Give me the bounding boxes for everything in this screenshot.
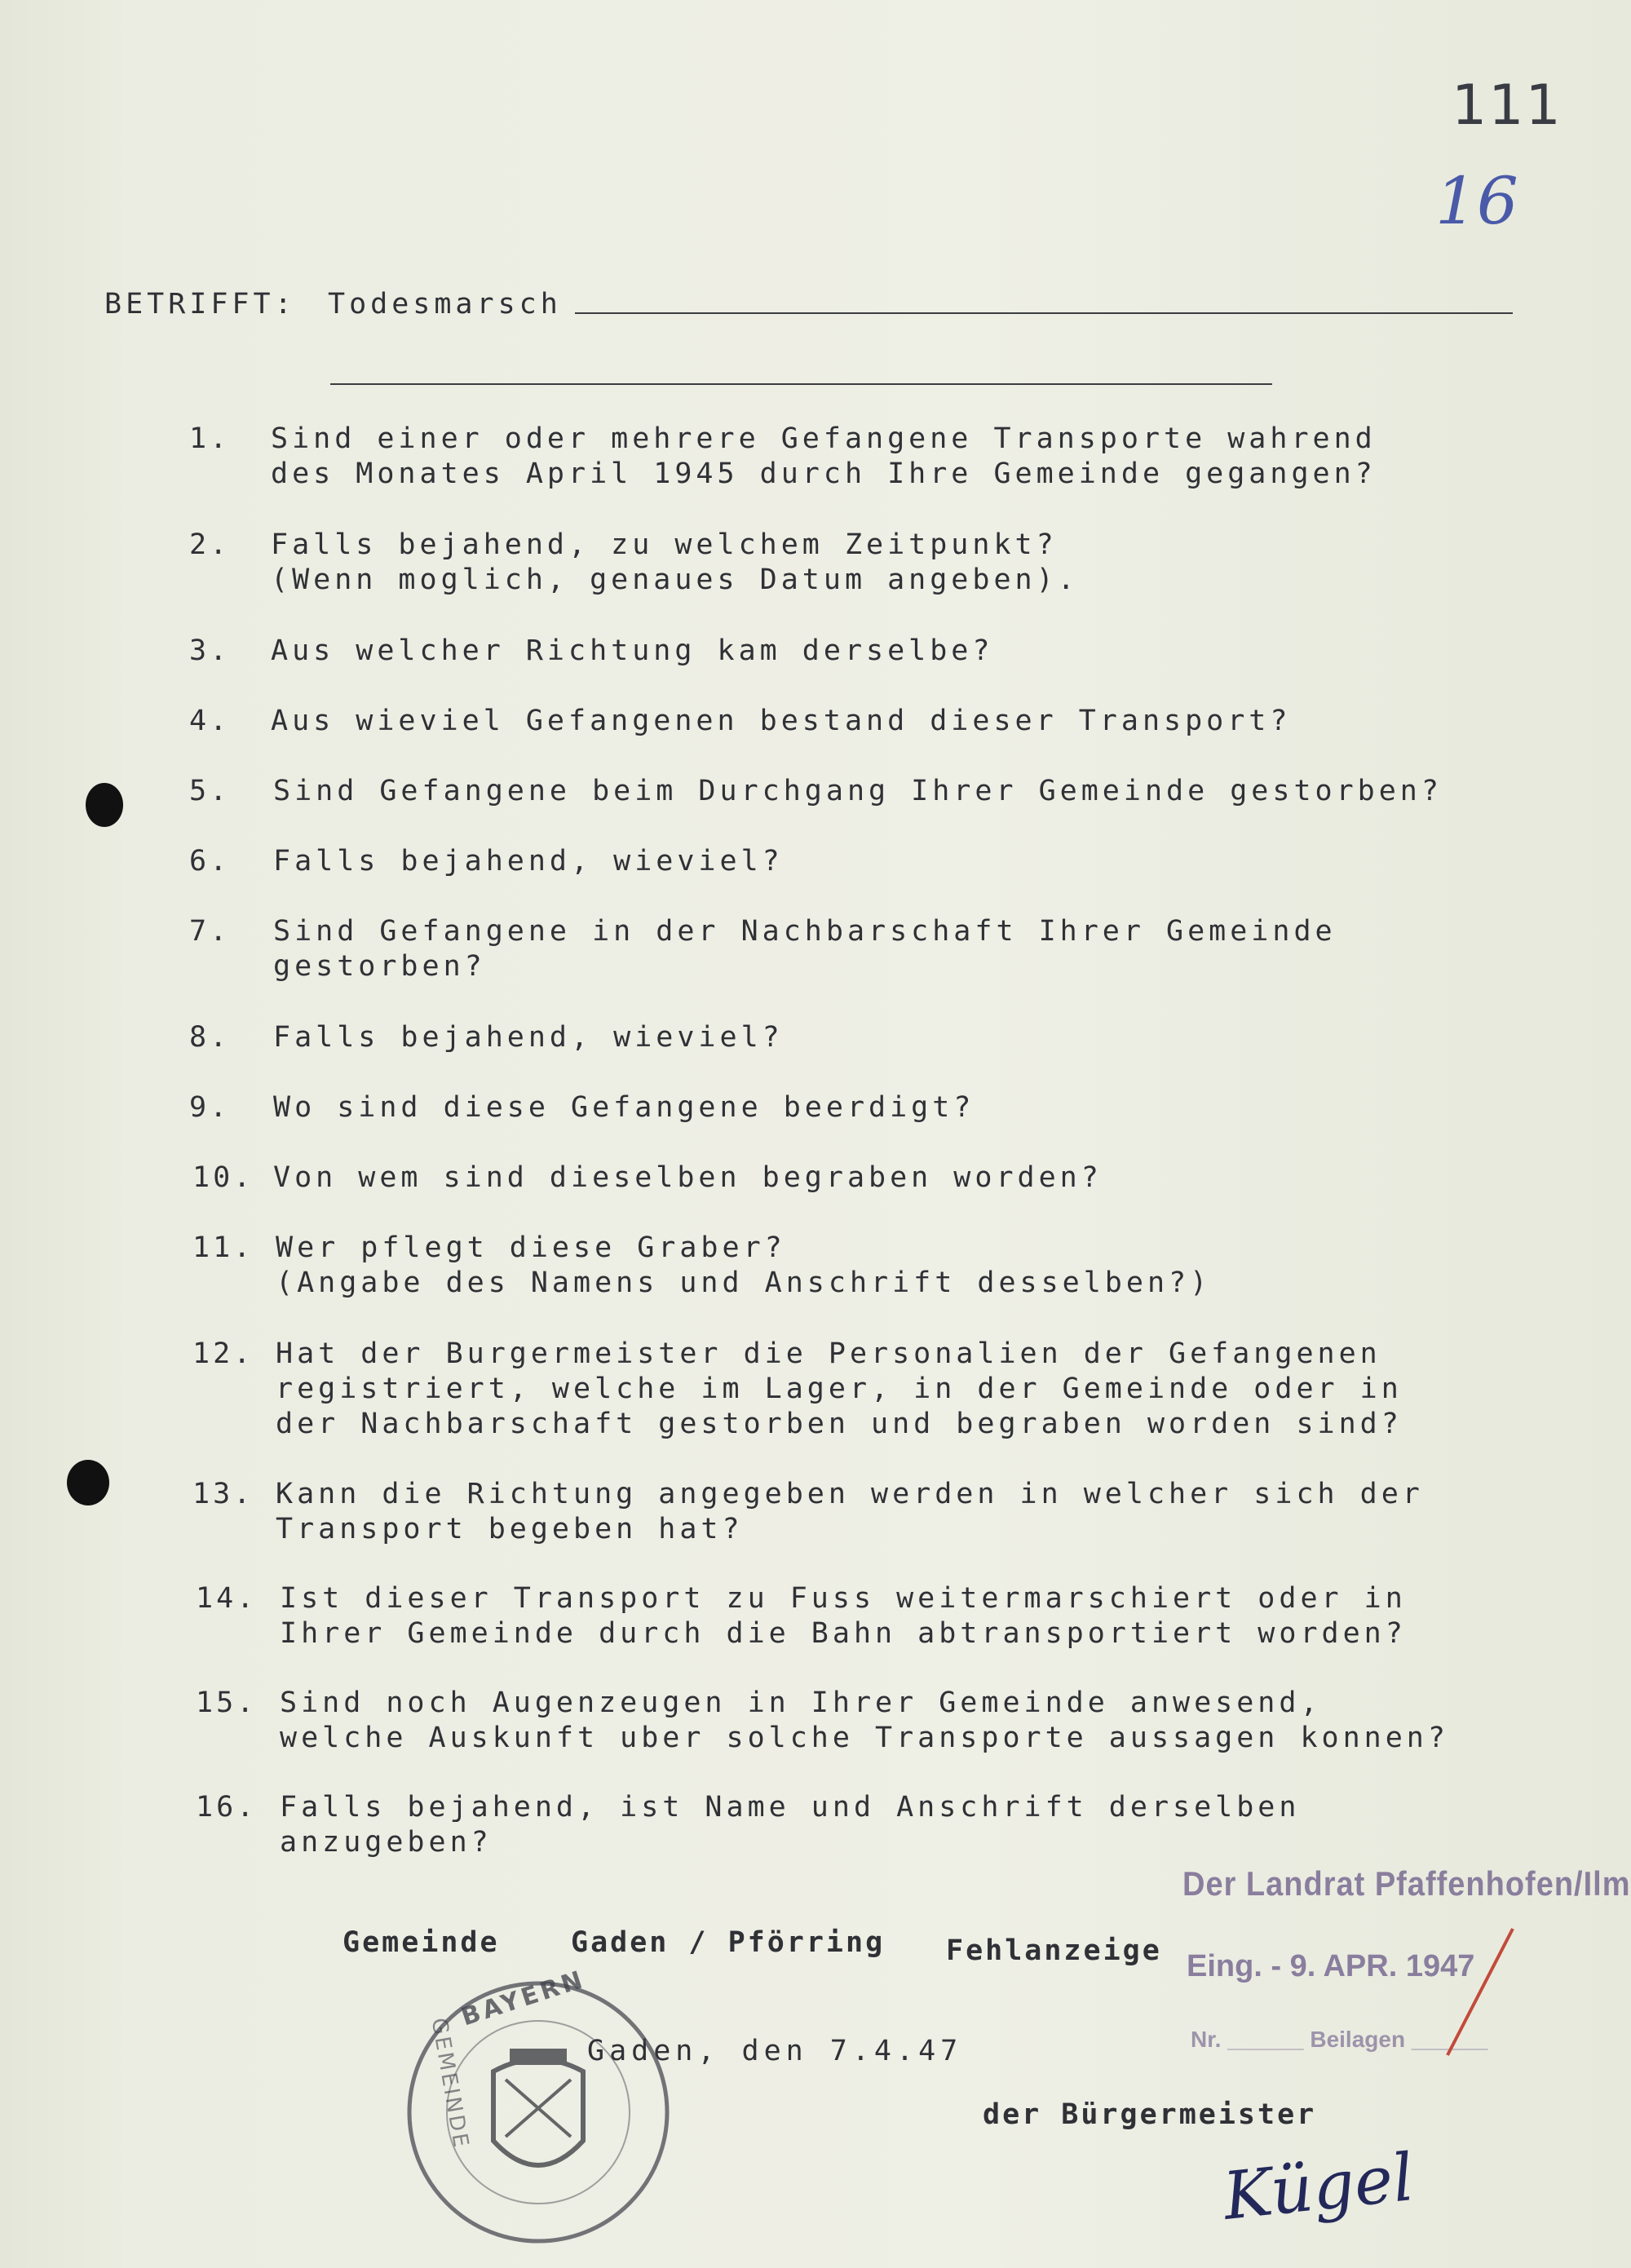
municipal-seal xyxy=(400,1974,677,2251)
question-text-line: anzugeben? xyxy=(280,1826,493,1859)
question-text-line: Sind einer oder mehrere Gefangene Transporte wahrend xyxy=(271,422,1377,455)
question-number: 8. xyxy=(189,1021,231,1054)
handwritten-number: 16 xyxy=(1435,163,1518,239)
question-text-line: Von wem sind dieselben begraben worden? xyxy=(273,1161,1103,1194)
question-text-line: Falls bejahend, zu welchem Zeitpunkt? xyxy=(271,528,1058,561)
question-text-line: Sind Gefangene in der Nachbarschaft Ihrer Gemeinde xyxy=(273,915,1337,948)
question-text-line: Hat der Burgermeister die Personalien der Gefangenen xyxy=(276,1337,1381,1370)
question-number: 16. xyxy=(196,1791,258,1824)
office-stamp-line1: Der Landrat Pfaffenhofen/Ilm xyxy=(1182,1865,1631,1904)
place-date: Gaden, den 7.4.47 xyxy=(587,2035,963,2067)
question-text-line: Aus welcher Richtung kam derselbe? xyxy=(271,634,994,667)
question-number: 15. xyxy=(196,1687,258,1719)
question-text-line: Falls bejahend, wieviel? xyxy=(273,845,784,878)
subject-label: BETRIFFT: xyxy=(104,288,296,321)
question-number: 9. xyxy=(189,1091,231,1124)
subject-value: Todesmarsch xyxy=(328,288,562,321)
question-text-line: Wer pflegt diese Graber? xyxy=(276,1231,786,1264)
seal-text: BAYERN xyxy=(457,1965,590,2032)
question-text-line: welche Auskunft uber solche Transporte aussagen konnen? xyxy=(280,1722,1449,1754)
question-text-line: (Angabe des Namens und Anschrift desselben?) xyxy=(276,1267,1212,1299)
office-stamp-line2: Eing. - 9. APR. 1947 xyxy=(1187,1949,1475,1983)
signature: Kügel xyxy=(1219,2139,1417,2235)
question-text-line: Kann die Richtung angegeben werden in welcher sich der xyxy=(276,1478,1424,1510)
question-text-line: Ihrer Gemeinde durch die Bahn abtransportiert worden? xyxy=(280,1617,1407,1650)
question-text-line: Sind noch Augenzeugen in Ihrer Gemeinde anwesend, xyxy=(280,1687,1322,1719)
question-number: 10. xyxy=(192,1161,254,1194)
question-text-line: Aus wieviel Gefangenen bestand dieser Transport? xyxy=(271,705,1292,737)
question-number: 1. xyxy=(189,422,231,455)
question-text-line: Falls bejahend, ist Name und Anschrift derselben xyxy=(280,1791,1301,1824)
punch-hole-upper xyxy=(86,783,123,827)
question-number: 7. xyxy=(189,915,231,948)
seal-side-text: GEMEINDE xyxy=(426,2016,474,2151)
question-number: 4. xyxy=(189,705,231,737)
red-check-mark xyxy=(1435,1925,1525,2063)
punch-hole-lower xyxy=(67,1460,109,1505)
question-number: 11. xyxy=(192,1231,254,1264)
page-number: 111 xyxy=(1452,73,1562,138)
signatory-title: der Bürgermeister xyxy=(983,2098,1317,2131)
question-text-line: des Monates April 1945 durch Ihre Gemeinde gegangen? xyxy=(271,458,1377,490)
question-number: 14. xyxy=(196,1582,258,1615)
question-text-line: registriert, welche im Lager, in der Gemeinde oder in xyxy=(276,1373,1403,1405)
question-text-line: gestorben? xyxy=(273,950,486,983)
question-number: 13. xyxy=(192,1478,254,1510)
fehlanzeige: Fehlanzeige xyxy=(946,1934,1162,1967)
question-number: 5. xyxy=(189,775,231,807)
question-text-line: (Wenn moglich, genaues Datum angeben). xyxy=(271,564,1079,596)
question-text-line: Transport begeben hat? xyxy=(276,1513,744,1545)
question-number: 2. xyxy=(189,528,231,561)
subject-underline xyxy=(575,312,1513,314)
question-text-line: der Nachbarschaft gestorben und begraben worden sind? xyxy=(276,1408,1403,1440)
question-number: 6. xyxy=(189,845,231,878)
question-text-line: Wo sind diese Gefangene beerdigt? xyxy=(273,1091,975,1124)
subject-second-rule xyxy=(330,383,1272,385)
gemeinde-label: Gemeinde xyxy=(343,1926,500,1959)
question-text-line: Falls bejahend, wieviel? xyxy=(273,1021,784,1054)
question-text-line: Sind Gefangene beim Durchgang Ihrer Gemeinde gestorben? xyxy=(273,775,1443,807)
gemeinde-value: Gaden / Pförring xyxy=(571,1926,886,1959)
office-stamp-line3: Nr. ______ Beilagen ______ xyxy=(1191,2027,1488,2052)
question-text-line: Ist dieser Transport zu Fuss weitermarschiert oder in xyxy=(280,1582,1407,1615)
question-number: 12. xyxy=(192,1337,254,1370)
question-number: 3. xyxy=(189,634,231,667)
